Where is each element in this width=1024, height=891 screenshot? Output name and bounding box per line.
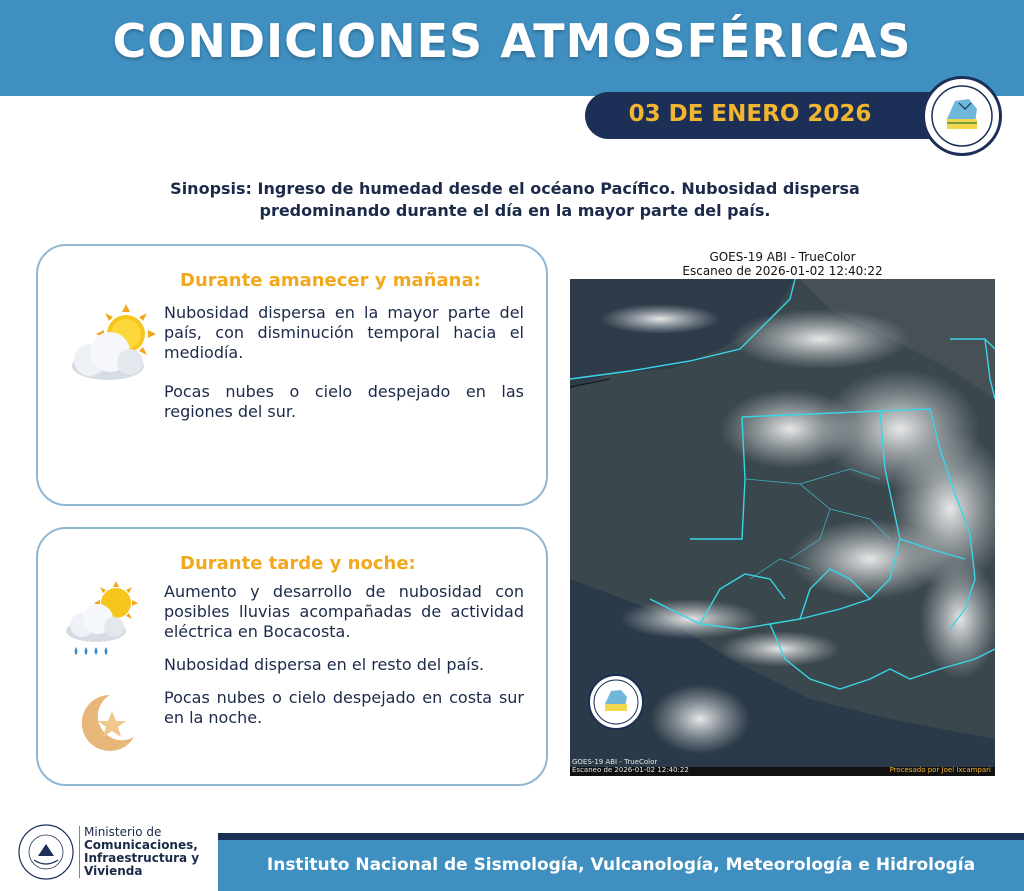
evening-paragraph-1: Aumento y desarrollo de nubosidad con posibles lluvias acompañadas de actividad eléctrica en Bocacosta. bbox=[164, 582, 524, 641]
caption-line1: GOES-19 ABI - TrueColor bbox=[572, 758, 658, 766]
satellite-title-line2: Escaneo de 2026-01-02 12:40:22 bbox=[682, 264, 883, 278]
guatemala-seal bbox=[16, 822, 76, 882]
satellite-caption-right: Procesado por Joel Ixcampari bbox=[889, 766, 991, 774]
insivumeh-watermark bbox=[588, 674, 644, 730]
morning-paragraph-1: Nubosidad dispersa en la mayor parte del país, con disminución temporal hacia el mediodía. bbox=[164, 303, 524, 362]
satellite-caption-left bbox=[572, 758, 689, 774]
date-text: 03 DE ENERO 2026 bbox=[628, 101, 872, 127]
ministry-line4: Vivienda bbox=[84, 864, 143, 878]
satellite-title bbox=[570, 250, 995, 278]
satellite-image bbox=[570, 279, 995, 776]
evening-card bbox=[36, 527, 548, 786]
morning-title: Durante amanecer y mañana: bbox=[180, 270, 481, 291]
morning-card bbox=[36, 244, 548, 506]
ministry-divider bbox=[79, 826, 80, 878]
caption-line2: Escaneo de 2026-01-02 12:40:22 bbox=[572, 766, 689, 774]
synopsis: Sinopsis: Ingreso de humedad desde el océano Pacífico. Nubosidad dispersa predominando durante el día en la mayor parte del país. bbox=[170, 179, 860, 220]
page-title: CONDICIONES ATMOSFÉRICAS bbox=[112, 14, 912, 68]
evening-paragraph-2: Nubosidad dispersa en el resto del país. bbox=[164, 655, 485, 674]
evening-paragraph-3: Pocas nubes o cielo despejado en costa sur en la noche. bbox=[164, 688, 524, 727]
institute-name: Instituto Nacional de Sismología, Vulcanología, Meteorología e Hidrología bbox=[266, 855, 976, 875]
date-banner bbox=[585, 92, 955, 139]
satellite-title-line1: GOES-19 ABI - TrueColor bbox=[709, 250, 856, 264]
sun-cloud-rain-icon bbox=[64, 581, 144, 669]
ministry-line2: Comunicaciones, bbox=[84, 838, 198, 852]
sun-behind-cloud-icon bbox=[64, 304, 160, 388]
moon-star-icon bbox=[74, 691, 138, 759]
ministry-line3: Infraestructura y bbox=[84, 851, 200, 865]
evening-title: Durante tarde y noche: bbox=[180, 553, 416, 574]
insivumeh-logo bbox=[922, 76, 1002, 156]
footer-band bbox=[218, 833, 1024, 891]
ministry-name bbox=[84, 826, 224, 878]
ministry-line1: Ministerio de bbox=[84, 825, 162, 839]
morning-paragraph-2: Pocas nubes o cielo despejado en las regiones del sur. bbox=[164, 382, 524, 421]
